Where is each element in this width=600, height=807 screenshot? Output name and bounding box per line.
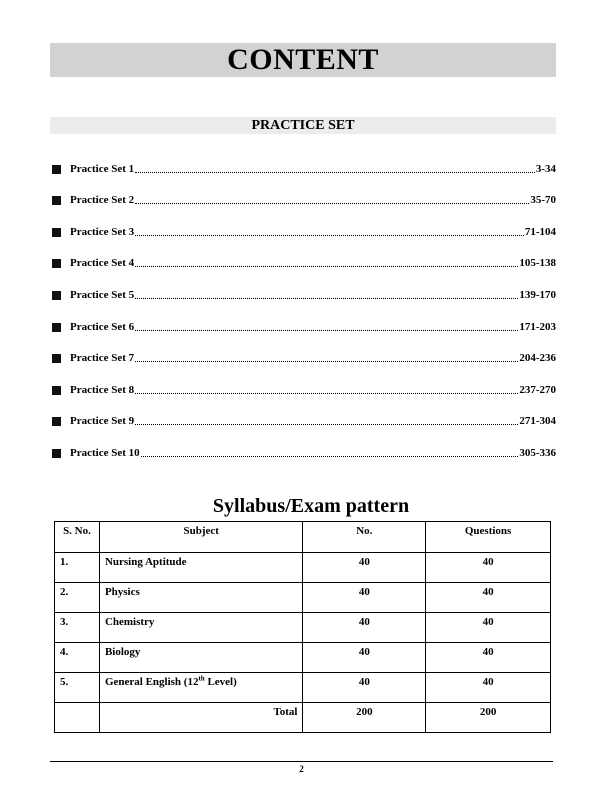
toc-item [52,428,556,460]
cell-sno: 5. [55,673,100,703]
cell-subject [99,673,303,703]
cell-no: 40 [303,583,426,613]
dot-leader [135,330,518,331]
cell-no: 40 [303,613,426,643]
square-bullet-icon [52,228,61,237]
table-row [55,583,551,613]
cell-sno: 3. [55,613,100,643]
toc-pages: 305-336 [519,446,556,459]
toc-item [52,207,556,239]
cell-subject: Biology [99,643,303,673]
dot-leader [135,266,518,267]
toc-item [52,334,556,366]
table-header-row [55,522,551,553]
square-bullet-icon [52,196,61,205]
dot-leader [135,203,529,204]
cell-sno: 1. [55,553,100,583]
cell-no: 40 [303,553,426,583]
cell-subject: Nursing Aptitude [99,553,303,583]
dot-leader [135,298,518,299]
cell-subject: Physics [99,583,303,613]
square-bullet-icon [52,449,61,458]
practice-set-list [52,144,556,460]
toc-label: Practice Set 1 [70,162,135,175]
table-total-row [55,703,551,733]
cell-total-questions: 200 [426,703,551,733]
square-bullet-icon [52,354,61,363]
square-bullet-icon [52,165,61,174]
table-row [55,553,551,583]
dot-leader [135,172,535,173]
ordinal-suffix: th [198,674,205,683]
toc-pages: 3-34 [535,162,556,175]
square-bullet-icon [52,291,61,300]
page-title: CONTENT [50,43,556,77]
dot-leader [135,361,518,362]
toc-label: Practice Set 9 [70,415,135,428]
toc-label: Practice Set 3 [70,225,135,238]
cell-total-label: Total [99,703,303,733]
dot-leader [135,393,518,394]
toc-label: Practice Set 2 [70,194,135,207]
toc-pages: 105-138 [519,257,556,270]
cell-subject: Chemistry [99,613,303,643]
cell-questions: 40 [426,553,551,583]
toc-item [52,239,556,271]
toc-label: Practice Set 7 [70,352,135,365]
column-header-subject: Subject [99,522,303,553]
square-bullet-icon [52,417,61,426]
square-bullet-icon [52,323,61,332]
toc-label: Practice Set 4 [70,257,135,270]
square-bullet-icon [52,386,61,395]
column-header-no: No. [303,522,426,553]
toc-label: Practice Set 10 [70,446,140,459]
toc-label: Practice Set 8 [70,383,135,396]
toc-pages: 139-170 [519,288,556,301]
cell-questions: 40 [426,643,551,673]
cell-no: 40 [303,673,426,703]
toc-item [52,144,556,176]
cell-questions: 40 [426,673,551,703]
toc-pages: 237-270 [519,383,556,396]
toc-item [52,176,556,208]
toc-pages: 204-236 [519,352,556,365]
table-row [55,643,551,673]
toc-label: Practice Set 5 [70,288,135,301]
footer-divider [50,761,553,762]
cell-total-no: 200 [303,703,426,733]
column-header-sno: S. No. [55,522,100,553]
table-row [55,613,551,643]
cell-questions: 40 [426,613,551,643]
toc-label: Practice Set 6 [70,320,135,333]
cell-sno: 2. [55,583,100,613]
toc-pages: 271-304 [519,415,556,428]
syllabus-title: Syllabus/Exam pattern [212,495,410,517]
exam-pattern-table [54,521,551,733]
toc-pages: 35-70 [530,194,556,207]
table-row [55,673,551,703]
dot-leader [141,456,519,457]
toc-item [52,397,556,429]
toc-item [52,365,556,397]
toc-pages: 71-104 [524,225,556,238]
cell-empty [55,703,100,733]
column-header-questions: Questions [426,522,551,553]
cell-questions: 40 [426,583,551,613]
dot-leader [135,424,518,425]
square-bullet-icon [52,259,61,268]
subject-text-end: Level) [204,676,237,688]
dot-leader [135,235,524,236]
cell-no: 40 [303,643,426,673]
toc-pages: 171-203 [519,320,556,333]
toc-item [52,270,556,302]
practice-set-heading: PRACTICE SET [50,117,556,134]
subject-text: General English (12 [104,676,199,688]
toc-item [52,302,556,334]
cell-sno: 4. [55,643,100,673]
page-number: 2 [299,764,304,774]
